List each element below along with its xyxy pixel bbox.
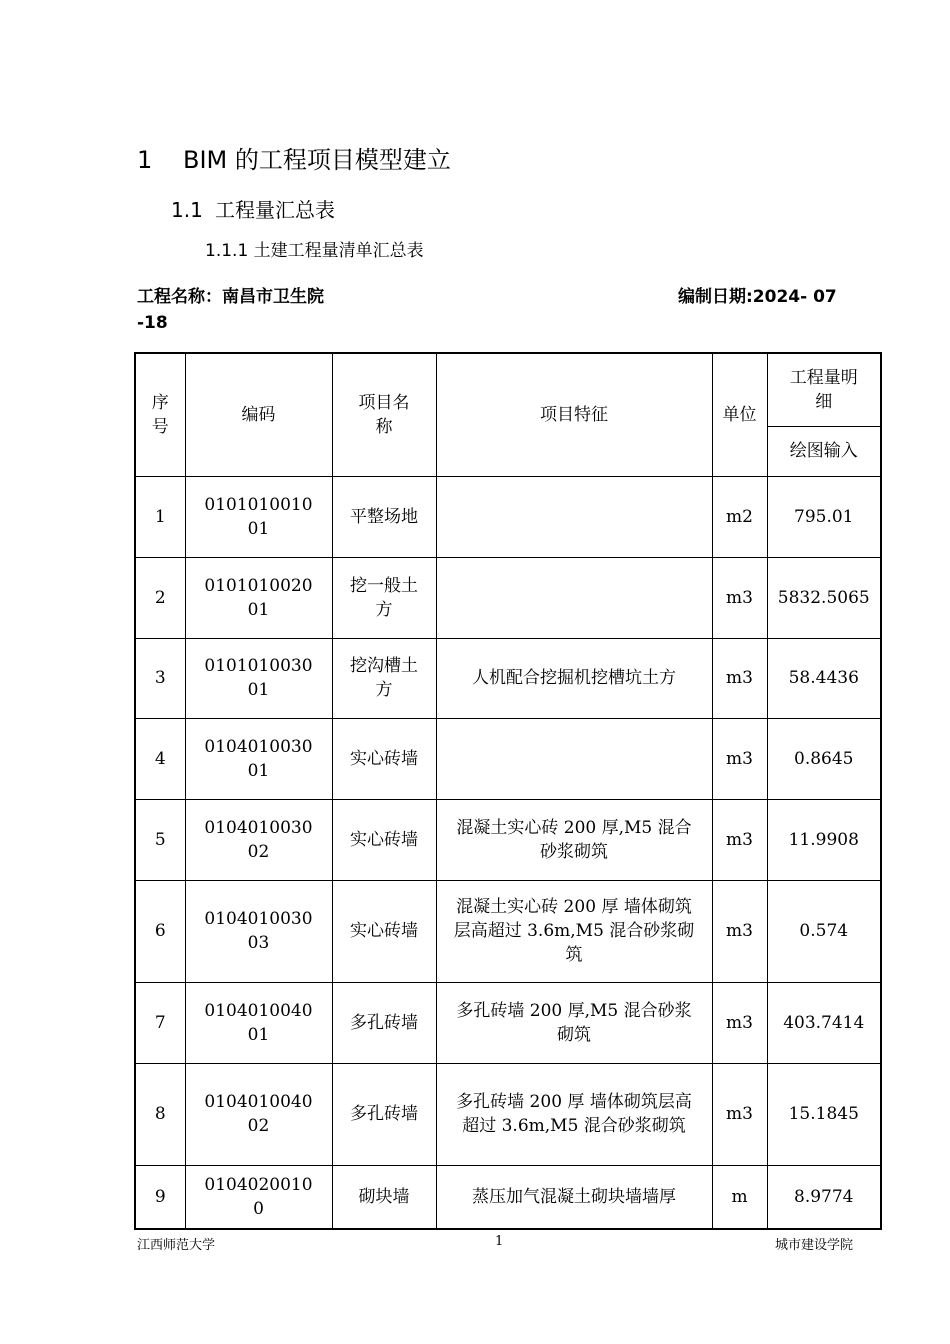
cell-code: 010101002001: [185, 557, 332, 638]
section-heading-1: [137, 140, 451, 175]
cell-unit: m3: [712, 718, 767, 799]
cell-quantity: 15.1845: [767, 1063, 881, 1165]
table-header-row: [135, 353, 881, 426]
cell-unit: m3: [712, 1063, 767, 1165]
cell-seq: 8: [135, 1063, 185, 1165]
cell-name: 实心砖墙: [332, 718, 436, 799]
cell-unit: m3: [712, 799, 767, 880]
project-name: 工程名称：南昌市卫生院: [137, 287, 324, 307]
cell-feature: 人机配合挖掘机挖槽坑土方: [436, 638, 712, 718]
cell-code: 010101003001: [185, 638, 332, 718]
cell-quantity: 403.7414: [767, 982, 881, 1063]
table-row: [135, 638, 881, 718]
cell-feature: [436, 476, 712, 557]
cell-feature: 混凝土实心砖 200 厚 墙体砌筑层高超过 3.6m,M5 混合砂浆砌筑: [436, 880, 712, 982]
subsection-title: 工程量汇总表: [215, 198, 335, 222]
cell-name: 砌块墙: [332, 1165, 436, 1229]
cell-feature: 多孔砖墙 200 厚,M5 混合砂浆砌筑: [436, 982, 712, 1063]
section-title: BIM 的工程项目模型建立: [183, 146, 451, 174]
table-row: [135, 1063, 881, 1165]
cell-code: 010401004001: [185, 982, 332, 1063]
section-heading-2: [171, 194, 335, 223]
cell-quantity: 5832.5065: [767, 557, 881, 638]
header-seq: 序号: [135, 353, 185, 476]
subsection-number: 1.1: [171, 198, 203, 222]
cell-seq: 2: [135, 557, 185, 638]
cell-name: 实心砖墙: [332, 880, 436, 982]
header-detail: 工程量明细: [767, 353, 881, 426]
table-row: [135, 982, 881, 1063]
quantity-summary-table: [134, 352, 882, 1230]
section-heading-3: 1.1.1 土建工程量清单汇总表: [205, 241, 424, 261]
table-row: [135, 557, 881, 638]
cell-code: 010401004002: [185, 1063, 332, 1165]
cell-quantity: 8.9774: [767, 1165, 881, 1229]
header-unit: 单位: [712, 353, 767, 476]
footer-university: 江西师范大学: [137, 1238, 216, 1253]
table-row: [135, 476, 881, 557]
cell-code: 010401003002: [185, 799, 332, 880]
cell-feature: [436, 718, 712, 799]
cell-code: 010101001001: [185, 476, 332, 557]
table-row: [135, 718, 881, 799]
cell-unit: m2: [712, 476, 767, 557]
cell-quantity: 0.574: [767, 880, 881, 982]
section-number: 1: [137, 146, 153, 174]
table-row: [135, 880, 881, 982]
footer-college: 城市建设学院: [775, 1238, 854, 1253]
cell-code: 010401003003: [185, 880, 332, 982]
cell-seq: 4: [135, 718, 185, 799]
cell-name: 挖一般土方: [332, 557, 436, 638]
cell-name: 实心砖墙: [332, 799, 436, 880]
cell-code: 010401003001: [185, 718, 332, 799]
cell-quantity: 58.4436: [767, 638, 881, 718]
cell-name: 多孔砖墙: [332, 1063, 436, 1165]
cell-feature: 多孔砖墙 200 厚 墙体砌筑层高超过 3.6m,M5 混合砂浆砌筑: [436, 1063, 712, 1165]
cell-name: 多孔砖墙: [332, 982, 436, 1063]
cell-feature: 蒸压加气混凝土砌块墙墙厚: [436, 1165, 712, 1229]
cell-quantity: 0.8645: [767, 718, 881, 799]
cell-unit: m3: [712, 557, 767, 638]
cell-feature: [436, 557, 712, 638]
cell-seq: 3: [135, 638, 185, 718]
cell-unit: m3: [712, 638, 767, 718]
table-row: [135, 1165, 881, 1229]
cell-unit: m3: [712, 880, 767, 982]
cell-quantity: 11.9908: [767, 799, 881, 880]
compile-date: 编制日期:2024- 07: [678, 287, 837, 307]
cell-code: 01040200100: [185, 1165, 332, 1229]
cell-name: 平整场地: [332, 476, 436, 557]
cell-seq: 5: [135, 799, 185, 880]
cell-seq: 7: [135, 982, 185, 1063]
cell-unit: m3: [712, 982, 767, 1063]
header-code: 编码: [185, 353, 332, 476]
header-name: 项目名称: [332, 353, 436, 476]
footer-page-number: 1: [495, 1234, 504, 1249]
header-input: 绘图输入: [767, 426, 881, 476]
cell-feature: 混凝土实心砖 200 厚,M5 混合砂浆砌筑: [436, 799, 712, 880]
cell-name: 挖沟槽土方: [332, 638, 436, 718]
table-row: [135, 799, 881, 880]
compile-date-continued: -18: [137, 313, 168, 333]
cell-quantity: 795.01: [767, 476, 881, 557]
cell-unit: m: [712, 1165, 767, 1229]
header-feature: 项目特征: [436, 353, 712, 476]
cell-seq: 9: [135, 1165, 185, 1229]
cell-seq: 6: [135, 880, 185, 982]
cell-seq: 1: [135, 476, 185, 557]
